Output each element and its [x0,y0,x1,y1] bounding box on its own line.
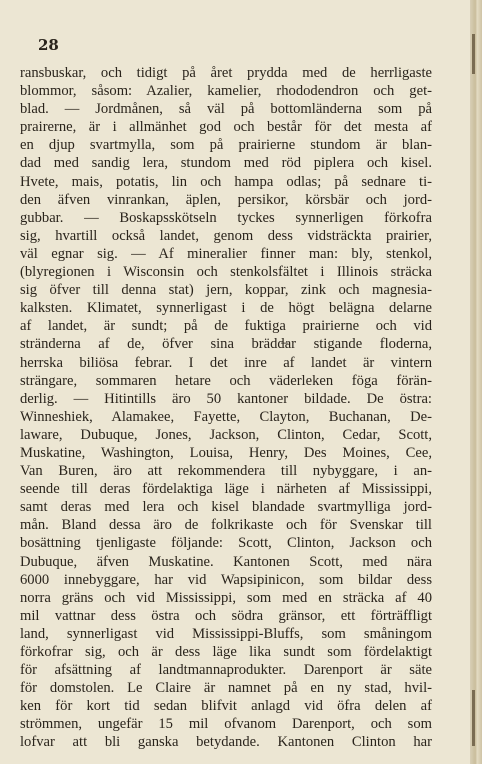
text-line: stränderna af de, öfver sina brädd̶ar stigande floderna, [20,336,432,353]
text-line: Dubuque, äfven Muskatine. Kantonen Scott, med nära [20,553,432,570]
text-line: sig öfver till denna stat) jern, koppar, zink och magnesia- [20,282,432,299]
text-line: ken för kort tid sedan blifvit anlagd vid öfra delen af [20,698,432,715]
text-line: ransbuskar, och tidigt på året prydda med de herrligaste [20,65,432,81]
text-line: för afsättning af landtmannaprodukter. Darenport är säte [20,662,432,679]
text-line: prairerne, är i allmänhet god och består för det mesta af [20,119,432,136]
page-number: 28 [38,36,59,54]
edge-mark [472,690,475,746]
text-line: Winneshiek, Alamakee, Fayette, Clayton, Buchanan, De- [20,408,432,425]
text-line: kalksten. Klimatet, synnerligast i de högt belägna delarne [20,300,432,317]
text-line: den äfven vinrankan, äplen, persikor, körsbär och jord- [20,191,432,208]
text-line: strängare, sommaren hetare och väderleken föga förän- [20,372,432,389]
text-line: Van Buren, äro att rekommendera till nybyggare, i an- [20,463,432,480]
text-line: herrska biliösa febrar. I det inre af landet är vintern [20,354,432,371]
text-line: blad. — Jordmånen, så väl på bottomländerna som på [20,101,432,118]
text-line: lofvar att bli ganska betydande. Kantonen Clinton har [20,734,432,751]
edge-mark [472,34,475,74]
text-line: seende till deras fördelaktiga läge i närheten af Mississippi, [20,481,432,498]
text-line: strömmen, ungefär 15 mil ofvanom Darenport, och som [20,716,432,733]
text-line: samt deras med lera och kisel blandade svartmylliga jord- [20,499,432,516]
text-line: norra gräns och vid Mississippi, som med en sträcka af 40 [20,589,432,606]
text-line: för domstolen. Le Claire är namnet på en ny stad, hvil- [20,680,432,697]
text-line: gubbar. — Boskapsskötseln tyckes synnerligen förkofra [20,209,432,226]
text-line: derlig. — Hitintills äro 50 kantoner bildade. De östra: [20,390,432,407]
text-line: förkofrar sig, och är dess läge lika sundt som fördelaktigt [20,644,432,660]
text-line: 6000 innebyggare, har vid Wapsipinicon, som bildar dess [20,571,432,588]
text-line: mil vattnar dess östra och södra gränsor, ett förträffligt [20,607,432,624]
text-line: land, synnerligast vid Mississippi-Bluffs, som småningom [20,625,432,642]
page-edge [470,0,482,764]
text-line: dad med sandig lera, stundom med röd piplera och kisel. [20,155,432,172]
text-line: laware, Dubuque, Jones, Jackson, Clinton, Cedar, Scott, [20,426,432,443]
text-line: af landet, är sundt; på de fuktiga prairierne och vid [20,318,432,335]
text-line: (blyregionen i Wisconsin och stenkolsfältet i Illinois sträcka [20,264,432,281]
text-line: väl egnar sig. — Af mineralier finner man: bly, stenkol, [20,245,432,262]
text-line: blommor, såsom: Azalier, kamelier, rhododendron och get- [20,83,432,100]
text-line: mån. Bland dessa äro de folkrikaste och för Svenskar till [20,517,432,534]
body-text [20,64,432,752]
text-line: Hvete, mais, potatis, lin och hampa odlas; på sednare ti- [20,173,432,190]
text-line: sig, hvartill också landet, genom dess vidsträckta prairier, [20,227,432,244]
text-line: bosättning tjenligaste följande: Scott, Clinton, Jackson och [20,535,432,552]
text-line: Muskatine, Washington, Louisa, Henry, Des Moines, Cee, [20,444,432,461]
text-line: en djup svartmylla, som på prairierne stundom är blan- [20,137,432,154]
